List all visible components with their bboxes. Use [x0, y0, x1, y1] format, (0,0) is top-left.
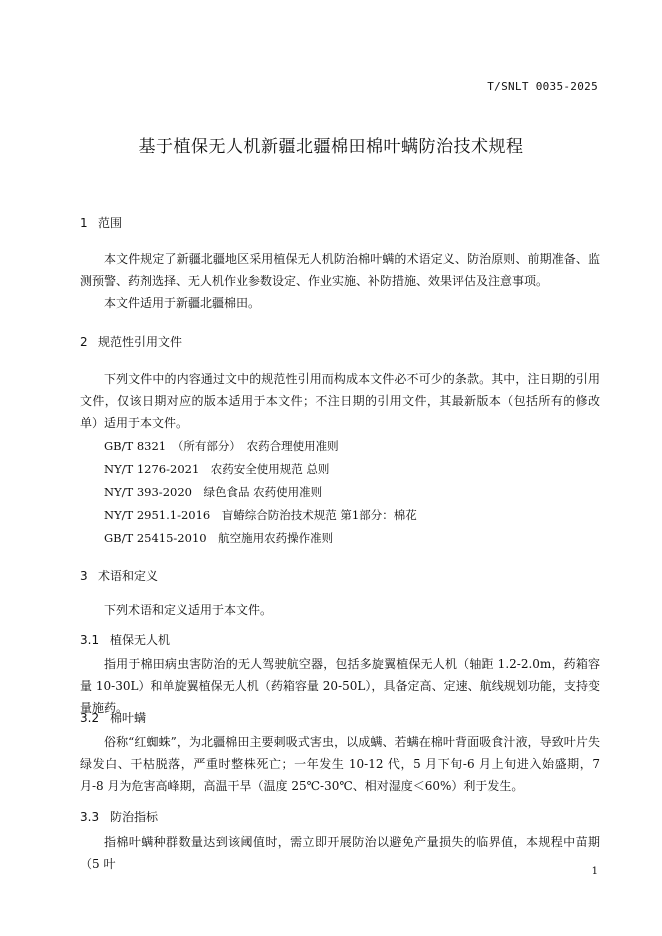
reference-item: NY/T 393-2020 绿色食品 农药使用准则 — [104, 485, 323, 499]
term-title: 棉叶螨 — [110, 711, 147, 725]
term-heading-plant-protection-drone — [80, 631, 170, 648]
reference-item: GB/T 8321 （所有部分） 农药合理使用准则 — [104, 439, 339, 453]
references-intro-paragraph: 下列文件中的内容通过文中的规范性引用而构成本文件必不可少的条款。其中，注日期的引用文件，仅该日期对应的版本适用于本文件；不注日期的引用文件，其最新版本（包括所有的修改单）适用于本文件。 — [80, 372, 600, 430]
reference-item: NY/T 1276-2021 农药安全使用规范 总则 — [104, 462, 330, 476]
page-number: 1 — [591, 866, 598, 877]
reference-item: NY/T 2951.1-2016 盲蝽综合防治技术规范 第1部分：棉花 — [104, 508, 417, 522]
term-title: 防治指标 — [110, 810, 159, 824]
section-number: 2 — [80, 335, 88, 349]
section-title: 术语和定义 — [98, 569, 159, 583]
section-title: 规范性引用文件 — [98, 335, 183, 349]
scope-applicability-paragraph: 本文件适用于新疆北疆棉田。 — [104, 296, 261, 310]
term-definition-paragraph: 俗称“红蜘蛛”，为北疆棉田主要刺吸式害虫，以成螨、若螨在棉叶背面吸食汁液，导致叶片失绿发白、干枯脱落，严重时整株死亡；一年发生 10-12 代，5 月下旬-6 月上旬进入始盛期，7 月-8 月为危害高峰期，高温干旱（温度 25℃-30℃、相对湿度＜60%）利于发生。 — [80, 735, 600, 793]
term-number: 3.2 — [80, 711, 100, 725]
reference-item: GB/T 25415-2010 航空施用农药操作准则 — [104, 531, 334, 545]
section-heading-terms — [80, 567, 158, 584]
term-heading-cotton-spider-mite — [80, 709, 146, 726]
term-definition-paragraph: 指棉叶螨种群数量达到该阈值时，需立即开展防治以避免产量损失的临界值，本规程中苗期（5 叶 — [80, 835, 600, 871]
section-number: 3 — [80, 569, 88, 583]
term-title: 植保无人机 — [110, 633, 171, 647]
section-number: 1 — [80, 216, 88, 230]
term-definition-paragraph: 指用于棉田病虫害防治的无人驾驶航空器，包括多旋翼植保无人机（轴距 1.2-2.0m，药箱容量 10-30L）和单旋翼植保无人机（药箱容量 20-50L），具备定高、定速、航线规划功能，支持变量施药。 — [80, 657, 600, 715]
page-title: 基于植保无人机新疆北疆棉田棉叶螨防治技术规程 — [138, 137, 524, 157]
document-id: T/SNLT 0035-2025 — [487, 80, 598, 93]
scope-paragraph: 本文件规定了新疆北疆地区采用植保无人机防治棉叶螨的术语定义、防治原则、前期准备、监测预警、药剂选择、无人机作业参数设定、作业实施、补防措施、效果评估及注意事项。 — [80, 252, 600, 288]
terms-intro-paragraph: 下列术语和定义适用于本文件。 — [104, 603, 273, 617]
section-heading-normative-references — [80, 333, 182, 350]
term-number: 3.3 — [80, 810, 100, 824]
term-heading-control-threshold — [80, 808, 158, 825]
section-title: 范围 — [98, 216, 123, 230]
section-heading-scope — [80, 214, 122, 231]
term-number: 3.1 — [80, 633, 100, 647]
